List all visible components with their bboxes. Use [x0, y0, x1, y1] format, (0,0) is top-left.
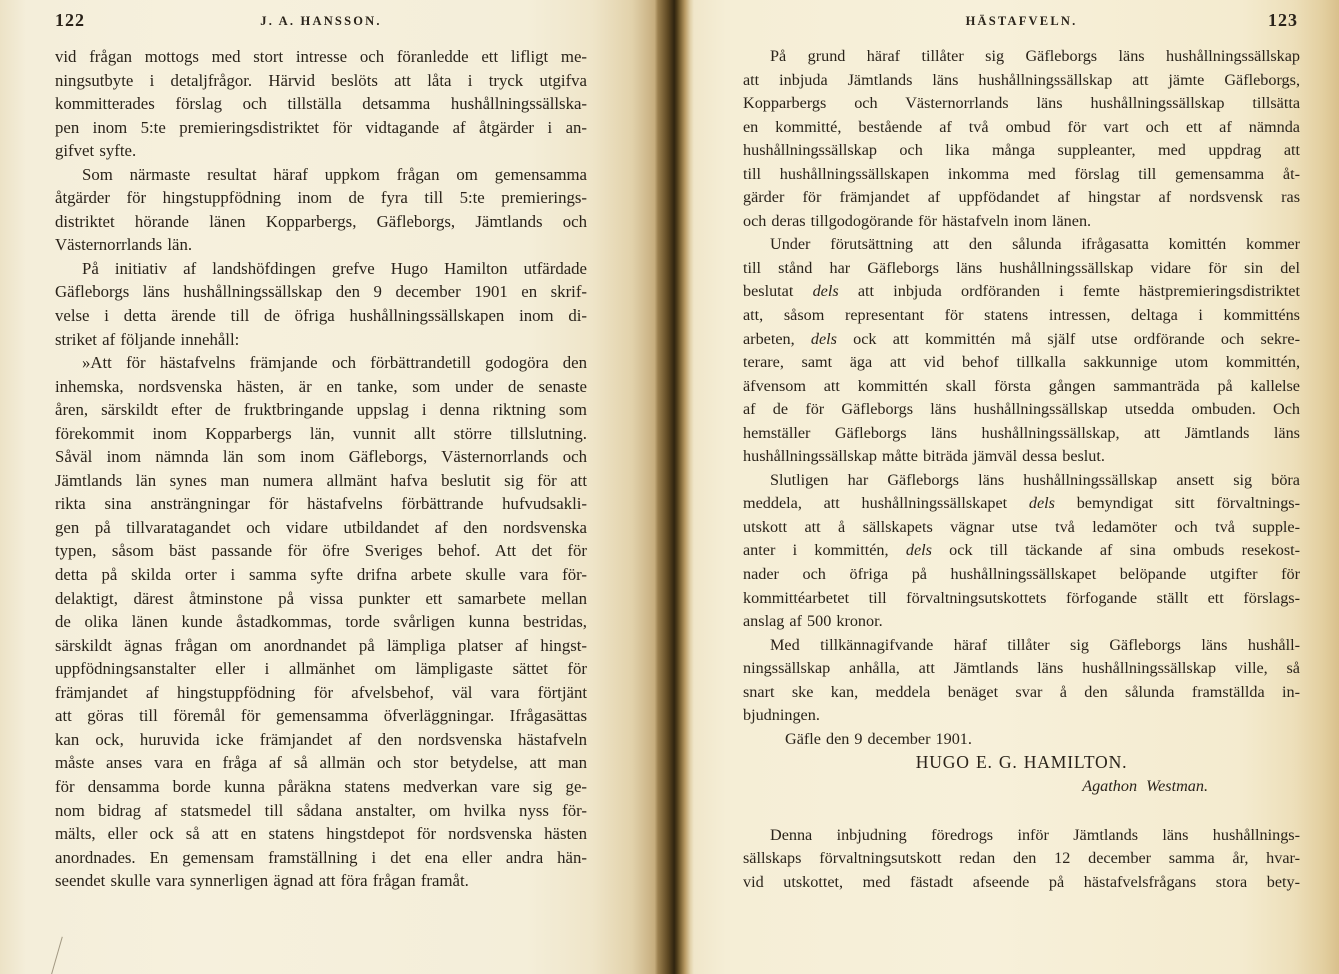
text-line: Som närmaste resultat häraf uppkom frågan om gemensamma [82, 164, 587, 184]
text-line: af de för Gäfleborgs läns hushållningssällskap utsedda ombuden. Och [743, 400, 1300, 419]
text-line: och deras tillgodogörande för hästafveln inom länen. [743, 211, 1092, 230]
text-line: Kopparbergs och Västernorrlands läns hushållningssällskap tillsätta [743, 94, 1300, 113]
paragraph [743, 751, 1300, 775]
paragraph [743, 824, 1300, 895]
text-line: vid utskottet, med fästadt afseende på hästafvelsfrågans stora bety- [743, 872, 1300, 891]
paragraph [743, 469, 1300, 634]
paragraph [55, 45, 587, 163]
text-line: Västernorrlands län. [55, 235, 193, 255]
italic-text: dels [1028, 494, 1055, 513]
text-line: Jämtlands län synes man numera allmänt hafva beslutit sig för att [55, 470, 587, 490]
text-line: snart ske kan, meddela benäget svar å den sålunda framställda in- [743, 682, 1300, 701]
text-line: hushållningssällskap måtte biträda jämväl dessa beslut. [743, 447, 1105, 466]
italic-text: dels [905, 541, 932, 560]
text-line: bjudningen. [743, 706, 820, 725]
text-line: gen på tillvaratagandet och vidare utbildandet af den nordsvenska [55, 517, 587, 537]
left-page [0, 0, 658, 974]
right-text-column [743, 10, 1300, 894]
text-line: anslag af 500 kronor. [743, 612, 883, 631]
text-line: främjandet af hingstuppfödning för afvelsbehof, väl vara förtjänt [55, 682, 587, 702]
text-line: typen, såsom bäst passande för öfre Sveriges behof. Att det för [55, 541, 587, 561]
text-line: På grund häraf tillåter sig Gäfleborgs läns hushållningssällskap [770, 47, 1300, 65]
text-line: anter i kommittén, dels ock till täckande af sina ombuds resekost- [743, 541, 1300, 560]
text-line: nom bidrag af statsmedel till sådana anstalter, om hvilka nyss för- [55, 800, 587, 820]
left-page-number: 122 [55, 10, 85, 30]
text-line: inhemska, nordsvenska hästen, är en tanke, som under de senaste [55, 376, 587, 396]
text-line: ningssällskap anhålla, att Jämtlands läns hushållningssällskap ville, så [743, 659, 1300, 678]
text-line: Såväl inom nämnda län som inom Gäfleborgs, Västernorrlands och [55, 447, 587, 467]
text-line: velse i detta ärende till de öfriga hushållningssällskapen inom di- [55, 306, 587, 326]
text-line: vid frågan mottogs med stort intresse och föranledde ett lifligt me- [55, 47, 587, 66]
text-line: utskott att å sällskapets vägnar utse två ledamöter och två supple- [743, 517, 1300, 536]
text-line: en kommitté, bestående af två ombud för vart och ett af nämnda [743, 117, 1300, 136]
text-line: anordnades. En gemensam framställning i det ena eller andra hän- [55, 847, 587, 867]
text-line: att göras till föremål för gemensamma öfverläggningar. Ifrågasättas [55, 706, 587, 726]
text-line: Gäfle den 9 december 1901. [785, 729, 972, 748]
text-line: meddela, att hushållningssällskapet dels bemyndigat sitt förvaltnings- [743, 494, 1300, 513]
paragraph [55, 257, 587, 351]
text-line: sällskaps förvaltningsutskott redan den 12 december samma år, hvar- [743, 849, 1300, 868]
text-line: delaktigt, därest åtminstone på vissa punkter ett samarbete mellan [55, 588, 587, 608]
text-line: förekommit inom Kopparbergs län, vunnit allt större tillslutning. [55, 423, 587, 443]
text-line: till stånd har Gäfleborgs läns hushållningssällskap vidare för sin del [743, 258, 1300, 277]
paragraph [55, 351, 587, 893]
text-line: kommittéarbetet till förvaltningsutskottets förfogande ställt ett förslags- [743, 588, 1300, 607]
text-line: gärder för främjandet af uppfödandet af hingstar af nordsvensk ras [743, 188, 1300, 207]
text-line: till hushållningssällskapen inkomma med förslag till gemensamma åt- [743, 164, 1300, 183]
paragraph [743, 45, 1300, 233]
text-line: ningsutbyte i detaljfrågor. Härvid beslöts att låta i tryck utgifva [55, 70, 587, 90]
text-line: Med tillkännagifvande häraf tillåter sig Gäfleborgs läns hushåll- [770, 635, 1300, 654]
paragraph [743, 775, 1300, 799]
text-line: att inbjuda Jämtlands läns hushållningssällskap att jämte Gäfleborgs, [743, 70, 1300, 89]
right-page-body [743, 45, 1300, 894]
text-line: måste anses vara en fråga af så allmän och stor betydelse, att man [55, 753, 587, 773]
paragraph [743, 728, 1300, 752]
right-running-head [743, 10, 1300, 34]
paragraph [743, 634, 1300, 728]
right-running-title: HÄSTAFVELN. [965, 14, 1078, 28]
text-line: uppfödningsanstalter eller i allmänhet om lämpligaste sättet för [55, 659, 587, 679]
text-line: för densamma borde kunna påräkna statens medverkan vare sig ge- [55, 776, 587, 796]
paragraph [743, 233, 1300, 468]
left-running-title: J. A. HANSSON. [260, 14, 382, 28]
text-line: detta på skilda orter i samma syfte drifna arbete skulle vara för- [55, 565, 587, 585]
paragraph [55, 163, 587, 257]
left-page-body [55, 45, 587, 893]
text-line: de olika länen kunde åstadkommas, torde svårligen kunna bestridas, [55, 612, 587, 632]
text-line: hemställer Gäfleborgs läns hushållningssällskap, att Jämtlands läns [743, 423, 1300, 442]
text-line: kommitterades förslag och tillställa detsamma hushållningssällska- [55, 94, 587, 114]
text-line: seendet skulle vara synnerligen ägnad att föra frågan framåt. [55, 871, 469, 891]
text-line: »Att för hästafvelns främjande och förbättrandetill godogöra den [82, 353, 587, 373]
text-line: nader och öfriga på hushållningssällskapet belöpande utgifter för [743, 565, 1300, 584]
text-line: åren, särskildt efter de fruktbringande uppslag i denna riktning som [55, 400, 587, 420]
text-line: distriktet hörande länen Kopparbergs, Gäfleborgs, Jämtlands och [55, 211, 587, 231]
left-running-head [55, 10, 587, 34]
text-line: särskildt ägnas frågan om anordnandet på lämpliga platser af hingst- [55, 635, 587, 655]
text-line: Slutligen har Gäfleborgs läns hushållningssällskap ansett sig böra [770, 470, 1300, 489]
text-line: hushållningssällskap och lika många suppleanter, med uppdrag att [743, 141, 1300, 160]
text-line: gifvet syfte. [55, 141, 137, 161]
italic-text: dels [812, 282, 839, 301]
text-line: att, såsom representant för statens intressen, deltaga i kommitténs [743, 306, 1300, 325]
text-line: kan ock, huruvida icke främjandet af den nordsvenska hästafveln [55, 729, 587, 749]
text-line: Gäfleborgs läns hushållningssällskap den 9 december 1901 en skrif- [55, 282, 587, 302]
right-page-number: 123 [1268, 10, 1298, 30]
right-page [694, 0, 1339, 974]
book-gutter-shadow [658, 0, 694, 974]
left-text-column [55, 10, 587, 893]
text-line: beslutat dels att inbjuda ordföranden i femte hästpremieringsdistriktet [743, 282, 1300, 301]
text-line: På initiativ af landshöfdingen grefve Hugo Hamilton utfärdade [82, 258, 587, 278]
text-line: arbeten, dels ock att kommittén må själf utse ordförande och sekre- [743, 329, 1300, 348]
text-line: äfvensom att kommittén skall första gången sammanträda på kallelse [743, 376, 1300, 395]
text-line: HUGO E. G. HAMILTON. [915, 752, 1128, 773]
text-line: terare, samt äga att vid behof tillkalla sakkunnige utom kommittén, [743, 353, 1300, 372]
text-line: Agathon Westman. [1082, 776, 1208, 795]
text-line: Denna inbjudning föredrogs inför Jämtlands läns hushållnings- [770, 825, 1300, 844]
italic-text: dels [810, 329, 837, 348]
text-line: pen inom 5:te premieringsdistriktet för vidtagande af åtgärder i an- [55, 117, 587, 137]
text-line: åtgärder för hingstuppfödning inom de fyra till 5:te premierings- [55, 188, 587, 208]
text-line: striket af följande innehåll: [55, 329, 240, 349]
text-line: Under förutsättning att den sålunda ifrågasatta komittén kommer [770, 235, 1300, 254]
text-line: rikta sina ansträngningar för hästafvelns förbättrande hufvudsakli- [55, 494, 587, 514]
text-line: mälts, eller ock så att en statens hingstdepot för nordsvenska hästen [55, 824, 587, 844]
